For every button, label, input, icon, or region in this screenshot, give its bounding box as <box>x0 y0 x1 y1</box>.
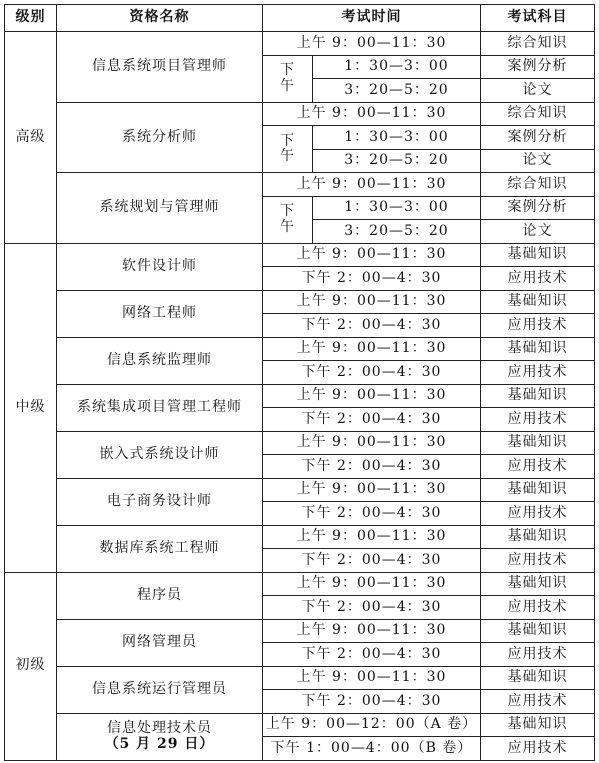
qualification-name <box>57 384 263 431</box>
exam-subject: 案例分析 <box>481 126 595 150</box>
exam-time-am: 上午 9：00—11：30 <box>263 431 481 455</box>
exam-time-pm: 下午 1：00—4：00（B 卷） <box>263 737 481 761</box>
exam-subject: 应用技术 <box>481 502 595 526</box>
qualification-name: 系统分析师 <box>57 102 263 173</box>
exam-time-am: 上午 9：00—11：30 <box>263 32 481 56</box>
table-row <box>5 619 595 643</box>
qualification-name-text: 网络管理员 <box>122 633 197 650</box>
exam-subject: 基础知识 <box>481 525 595 549</box>
afternoon-label-char: 午 <box>280 218 295 235</box>
qualification-name <box>57 713 263 760</box>
qualification-name-text: 程序员 <box>137 586 182 603</box>
exam-subject: 基础知识 <box>481 666 595 690</box>
qualification-name <box>57 431 263 478</box>
exam-subject: 综合知识 <box>481 173 595 197</box>
afternoon-label-char: 下 <box>280 132 295 149</box>
exam-time-pm: 下午 2：00—4：30 <box>263 502 481 526</box>
qualification-name <box>57 243 263 290</box>
qualification-name <box>57 290 263 337</box>
header-row <box>5 5 595 32</box>
exam-time-pm2: 3：20—5：20 <box>313 149 481 173</box>
exam-time-am: 上午 9：00—11：30 <box>263 290 481 314</box>
exam-time-pm: 下午 2：00—4：30 <box>263 455 481 479</box>
table-row <box>5 243 595 267</box>
qualification-name <box>57 666 263 713</box>
afternoon-label-char: 下 <box>280 203 295 220</box>
table-row <box>5 102 595 126</box>
exam-subject: 应用技术 <box>481 596 595 620</box>
exam-time-am: 上午 9：00—11：30 <box>263 243 481 267</box>
exam-subject: 应用技术 <box>481 314 595 338</box>
qualification-name-text: 电子商务设计师 <box>107 492 212 509</box>
exam-subject: 应用技术 <box>481 549 595 573</box>
exam-subject: 基础知识 <box>481 619 595 643</box>
header-name: 资格名称 <box>57 5 263 32</box>
exam-subject: 基础知识 <box>481 337 595 361</box>
exam-subject: 应用技术 <box>481 455 595 479</box>
exam-subject: 应用技术 <box>481 361 595 385</box>
exam-time-pm1: 1：30—3：00 <box>313 55 481 79</box>
table-row <box>5 173 595 197</box>
exam-subject: 应用技术 <box>481 408 595 432</box>
exam-time-pm: 下午 2：00—4：30 <box>263 549 481 573</box>
qualification-name-text: 信息系统运行管理员 <box>92 680 227 697</box>
exam-subject: 案例分析 <box>481 196 595 220</box>
exam-time-pm: 下午 2：00—4：30 <box>263 408 481 432</box>
exam-subject: 案例分析 <box>481 55 595 79</box>
exam-time-pm1: 1：30—3：00 <box>313 196 481 220</box>
table-row <box>5 572 595 596</box>
qualification-name: 系统规划与管理师 <box>57 173 263 244</box>
exam-time-pm: 下午 2：00—4：30 <box>263 314 481 338</box>
level-senior: 高级 <box>5 32 57 244</box>
qualification-name: 信息系统项目管理师 <box>57 32 263 103</box>
exam-subject: 综合知识 <box>481 32 595 56</box>
exam-time-am: 上午 9：00—11：30 <box>263 572 481 596</box>
exam-time-am: 上午 9：00—11：30 <box>263 337 481 361</box>
afternoon-label-char: 午 <box>280 77 295 94</box>
exam-subject: 基础知识 <box>481 713 595 737</box>
afternoon-label <box>263 126 313 173</box>
exam-time-am: 上午 9：00—11：30 <box>263 619 481 643</box>
exam-time-am: 上午 9：00—11：30 <box>263 102 481 126</box>
exam-subject: 应用技术 <box>481 643 595 667</box>
qualification-name <box>57 572 263 619</box>
exam-subject: 论文 <box>481 79 595 103</box>
exam-time-pm2: 3：20—5：20 <box>313 220 481 244</box>
qualification-name <box>57 525 263 572</box>
exam-time-am: 上午 9：00—11：30 <box>263 525 481 549</box>
qualification-name <box>57 478 263 525</box>
header-time: 考试时间 <box>263 5 481 32</box>
qualification-name <box>57 337 263 384</box>
exam-time-pm2: 3：20—5：20 <box>313 79 481 103</box>
level-junior: 初级 <box>5 572 57 760</box>
qualification-name-text: 信息处理技术员 <box>107 720 212 737</box>
exam-schedule-table <box>4 4 595 761</box>
table-row <box>5 337 595 361</box>
exam-subject: 基础知识 <box>481 290 595 314</box>
qualification-name-text: 软件设计师 <box>122 257 197 274</box>
exam-time-pm1: 1：30—3：00 <box>313 126 481 150</box>
exam-subject: 应用技术 <box>481 267 595 291</box>
qualification-name-text: 数据库系统工程师 <box>99 539 220 556</box>
exam-subject: 基础知识 <box>481 243 595 267</box>
table-row <box>5 666 595 690</box>
exam-subject: 论文 <box>481 220 595 244</box>
exam-subject: 基础知识 <box>481 431 595 455</box>
qualification-name-text: 嵌入式系统设计师 <box>99 445 220 462</box>
exam-time-pm: 下午 2：00—4：30 <box>263 596 481 620</box>
afternoon-label-char: 午 <box>280 148 295 164</box>
exam-subject: 论文 <box>481 149 595 173</box>
table-row <box>5 431 595 455</box>
exam-subject: 基础知识 <box>481 478 595 502</box>
table-row <box>5 290 595 314</box>
afternoon-label <box>263 196 313 243</box>
exam-subject: 综合知识 <box>481 102 595 126</box>
exam-time-pm: 下午 2：00—4：30 <box>263 267 481 291</box>
table-row <box>5 713 595 737</box>
afternoon-label <box>263 55 313 102</box>
exam-date-note: （5 月 29 日） <box>104 735 215 752</box>
afternoon-label-char: 下 <box>280 62 295 79</box>
level-middle: 中级 <box>5 243 57 572</box>
exam-subject: 应用技术 <box>481 690 595 714</box>
exam-time-am: 上午 9：00—11：30 <box>263 666 481 690</box>
qualification-name <box>57 619 263 666</box>
exam-time-pm: 下午 2：00—4：30 <box>263 361 481 385</box>
qualification-name-text: 信息系统监理师 <box>107 351 212 368</box>
exam-time-am: 上午 9：00—11：30 <box>263 384 481 408</box>
exam-subject: 基础知识 <box>481 572 595 596</box>
header-subject: 考试科目 <box>481 5 595 32</box>
exam-time-pm: 下午 2：00—4：30 <box>263 643 481 667</box>
exam-time-pm: 下午 2：00—4：30 <box>263 690 481 714</box>
table-row <box>5 32 595 56</box>
table-row <box>5 525 595 549</box>
exam-time-am: 上午 9：00—11：30 <box>263 478 481 502</box>
qualification-name-text: 网络工程师 <box>122 304 197 321</box>
qualification-name-text: 系统集成项目管理工程师 <box>77 398 242 415</box>
exam-time-am: 上午 9：00—12：00（A 卷） <box>263 713 481 737</box>
table-row <box>5 478 595 502</box>
exam-subject: 应用技术 <box>481 737 595 761</box>
exam-time-am: 上午 9：00—11：30 <box>263 173 481 197</box>
table-row <box>5 384 595 408</box>
exam-subject: 基础知识 <box>481 384 595 408</box>
header-level: 级别 <box>5 5 57 32</box>
